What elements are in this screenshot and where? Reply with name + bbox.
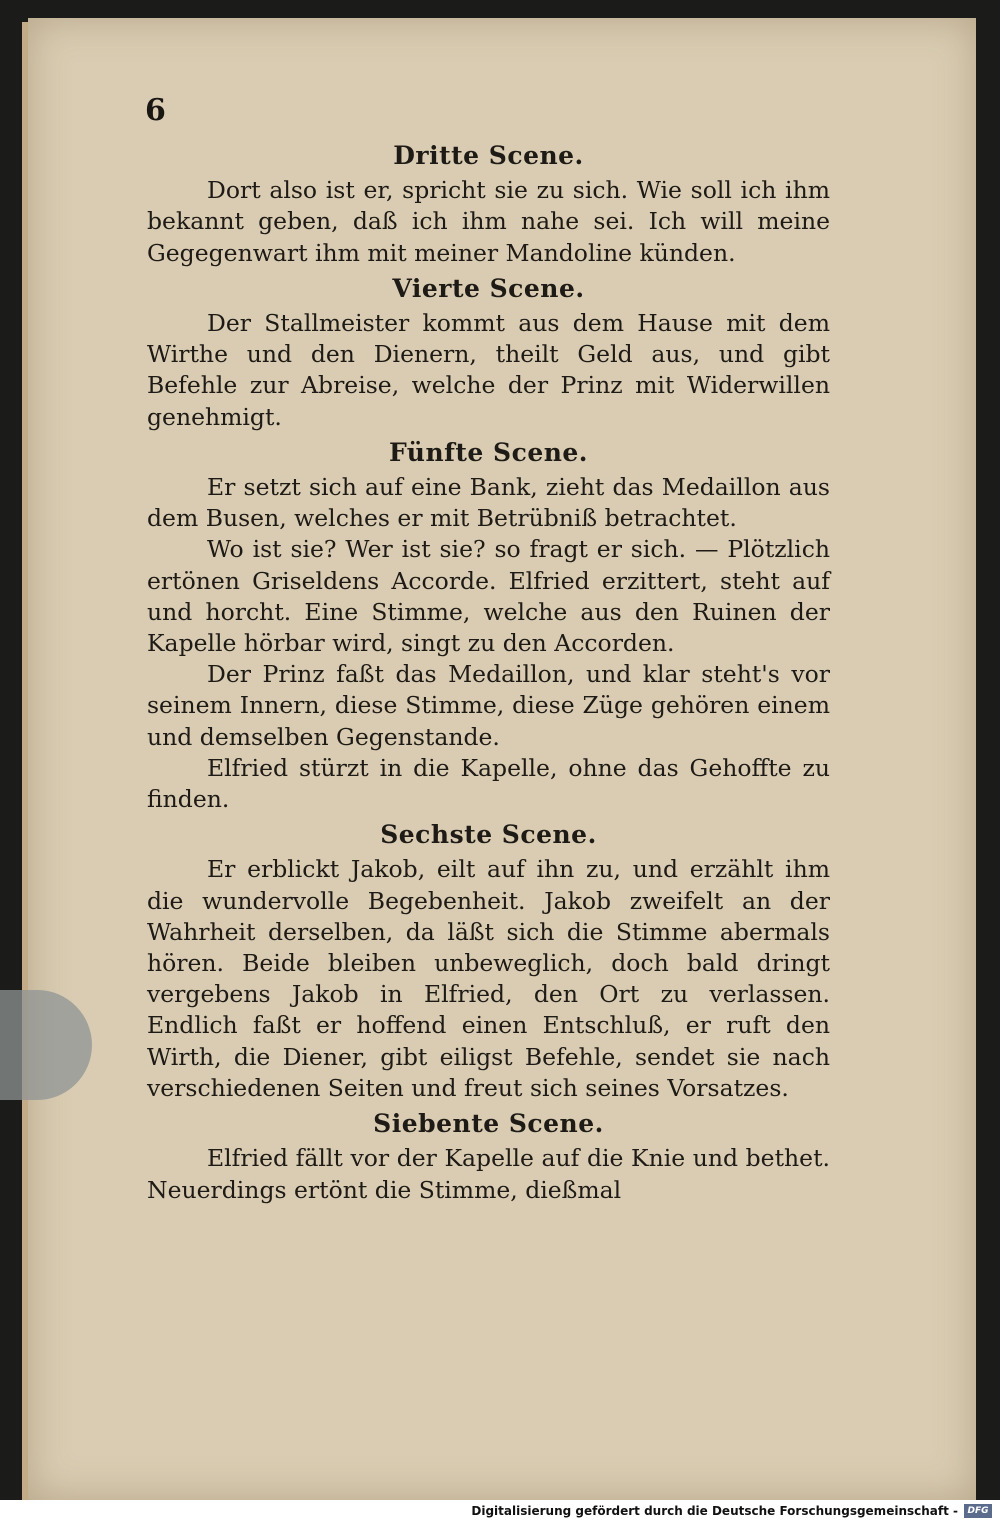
- scene-heading: Vierte Scene.: [392, 273, 585, 303]
- paragraph: Dort also ist er, spricht sie zu sich. Wie soll ich ihm bekannt geben, daß ich ihm nahe sei. Ich will meine Gegegenwart ihm mit meiner Mandoline künden.: [147, 176, 830, 267]
- page-body: [147, 136, 830, 1206]
- page-number: 6: [145, 93, 166, 128]
- scene-heading: Siebente Scene.: [373, 1109, 604, 1139]
- section: [147, 273, 830, 433]
- section: [147, 437, 830, 815]
- paragraph: Der Stallmeister kommt aus dem Hause mit dem Wirthe und den Dienern, theilt Geld aus, und gibt Befehle zur Abreise, welche der Prinz mit Widerwillen genehmigt.: [147, 309, 830, 431]
- section: [147, 140, 830, 269]
- paragraph: Wo ist sie? Wer ist sie? so fragt er sich. — Plötzlich ertönen Griseldens Accorde. Elfried erzittert, steht auf und horcht. Eine Stimme, welche aus den Ruinen der Kapelle hörbar wird, singt zu den Accorden.: [147, 535, 830, 658]
- footer-bar: [0, 1500, 1000, 1523]
- scene-heading: Fünfte Scene.: [388, 437, 589, 467]
- paragraph: Er erblickt Jakob, eilt auf ihn zu, und erzählt ihm die wundervolle Begebenheit. Jakob zweifelt an der Wahrheit derselben, da läßt sich die Stimme abermals hören. Beide bleiben unbeweglich, doch bald dringt vergebens Jakob in Elfried, den Ort zu verlassen. Endlich faßt er hoffend einen Entschluß, er ruft den Wirth, die Diener, gibt eiligst Befehle, sendet sie nach verschiedenen Seiten und freut sich seines Vorsatzes.: [147, 855, 830, 1102]
- paragraph: Elfried fällt vor der Kapelle auf die Knie und bethet. Neuerdings ertönt die Stimme, dießmal: [147, 1144, 830, 1204]
- section: [147, 819, 830, 1104]
- paragraph: Er setzt sich auf eine Bank, zieht das Medaillon aus dem Busen, welches er mit Betrübniß betrachtet.: [147, 473, 830, 533]
- paragraph: Elfried stürzt in die Kapelle, ohne das Gehoffte zu finden.: [147, 753, 830, 814]
- section: [147, 1108, 830, 1206]
- paragraph: Der Prinz faßt das Medaillon, und klar steht's vor seinem Innern, diese Stimme, diese Züge gehören einem und demselben Gegenstande.: [147, 660, 830, 751]
- dfg-logo: DFG: [964, 1504, 992, 1518]
- scene-heading: Sechste Scene.: [380, 820, 597, 850]
- scene-heading: Dritte Scene.: [393, 141, 584, 170]
- footer-credit: Digitalisierung gefördert durch die Deutsche Forschungsgemeinschaft -: [471, 1504, 958, 1518]
